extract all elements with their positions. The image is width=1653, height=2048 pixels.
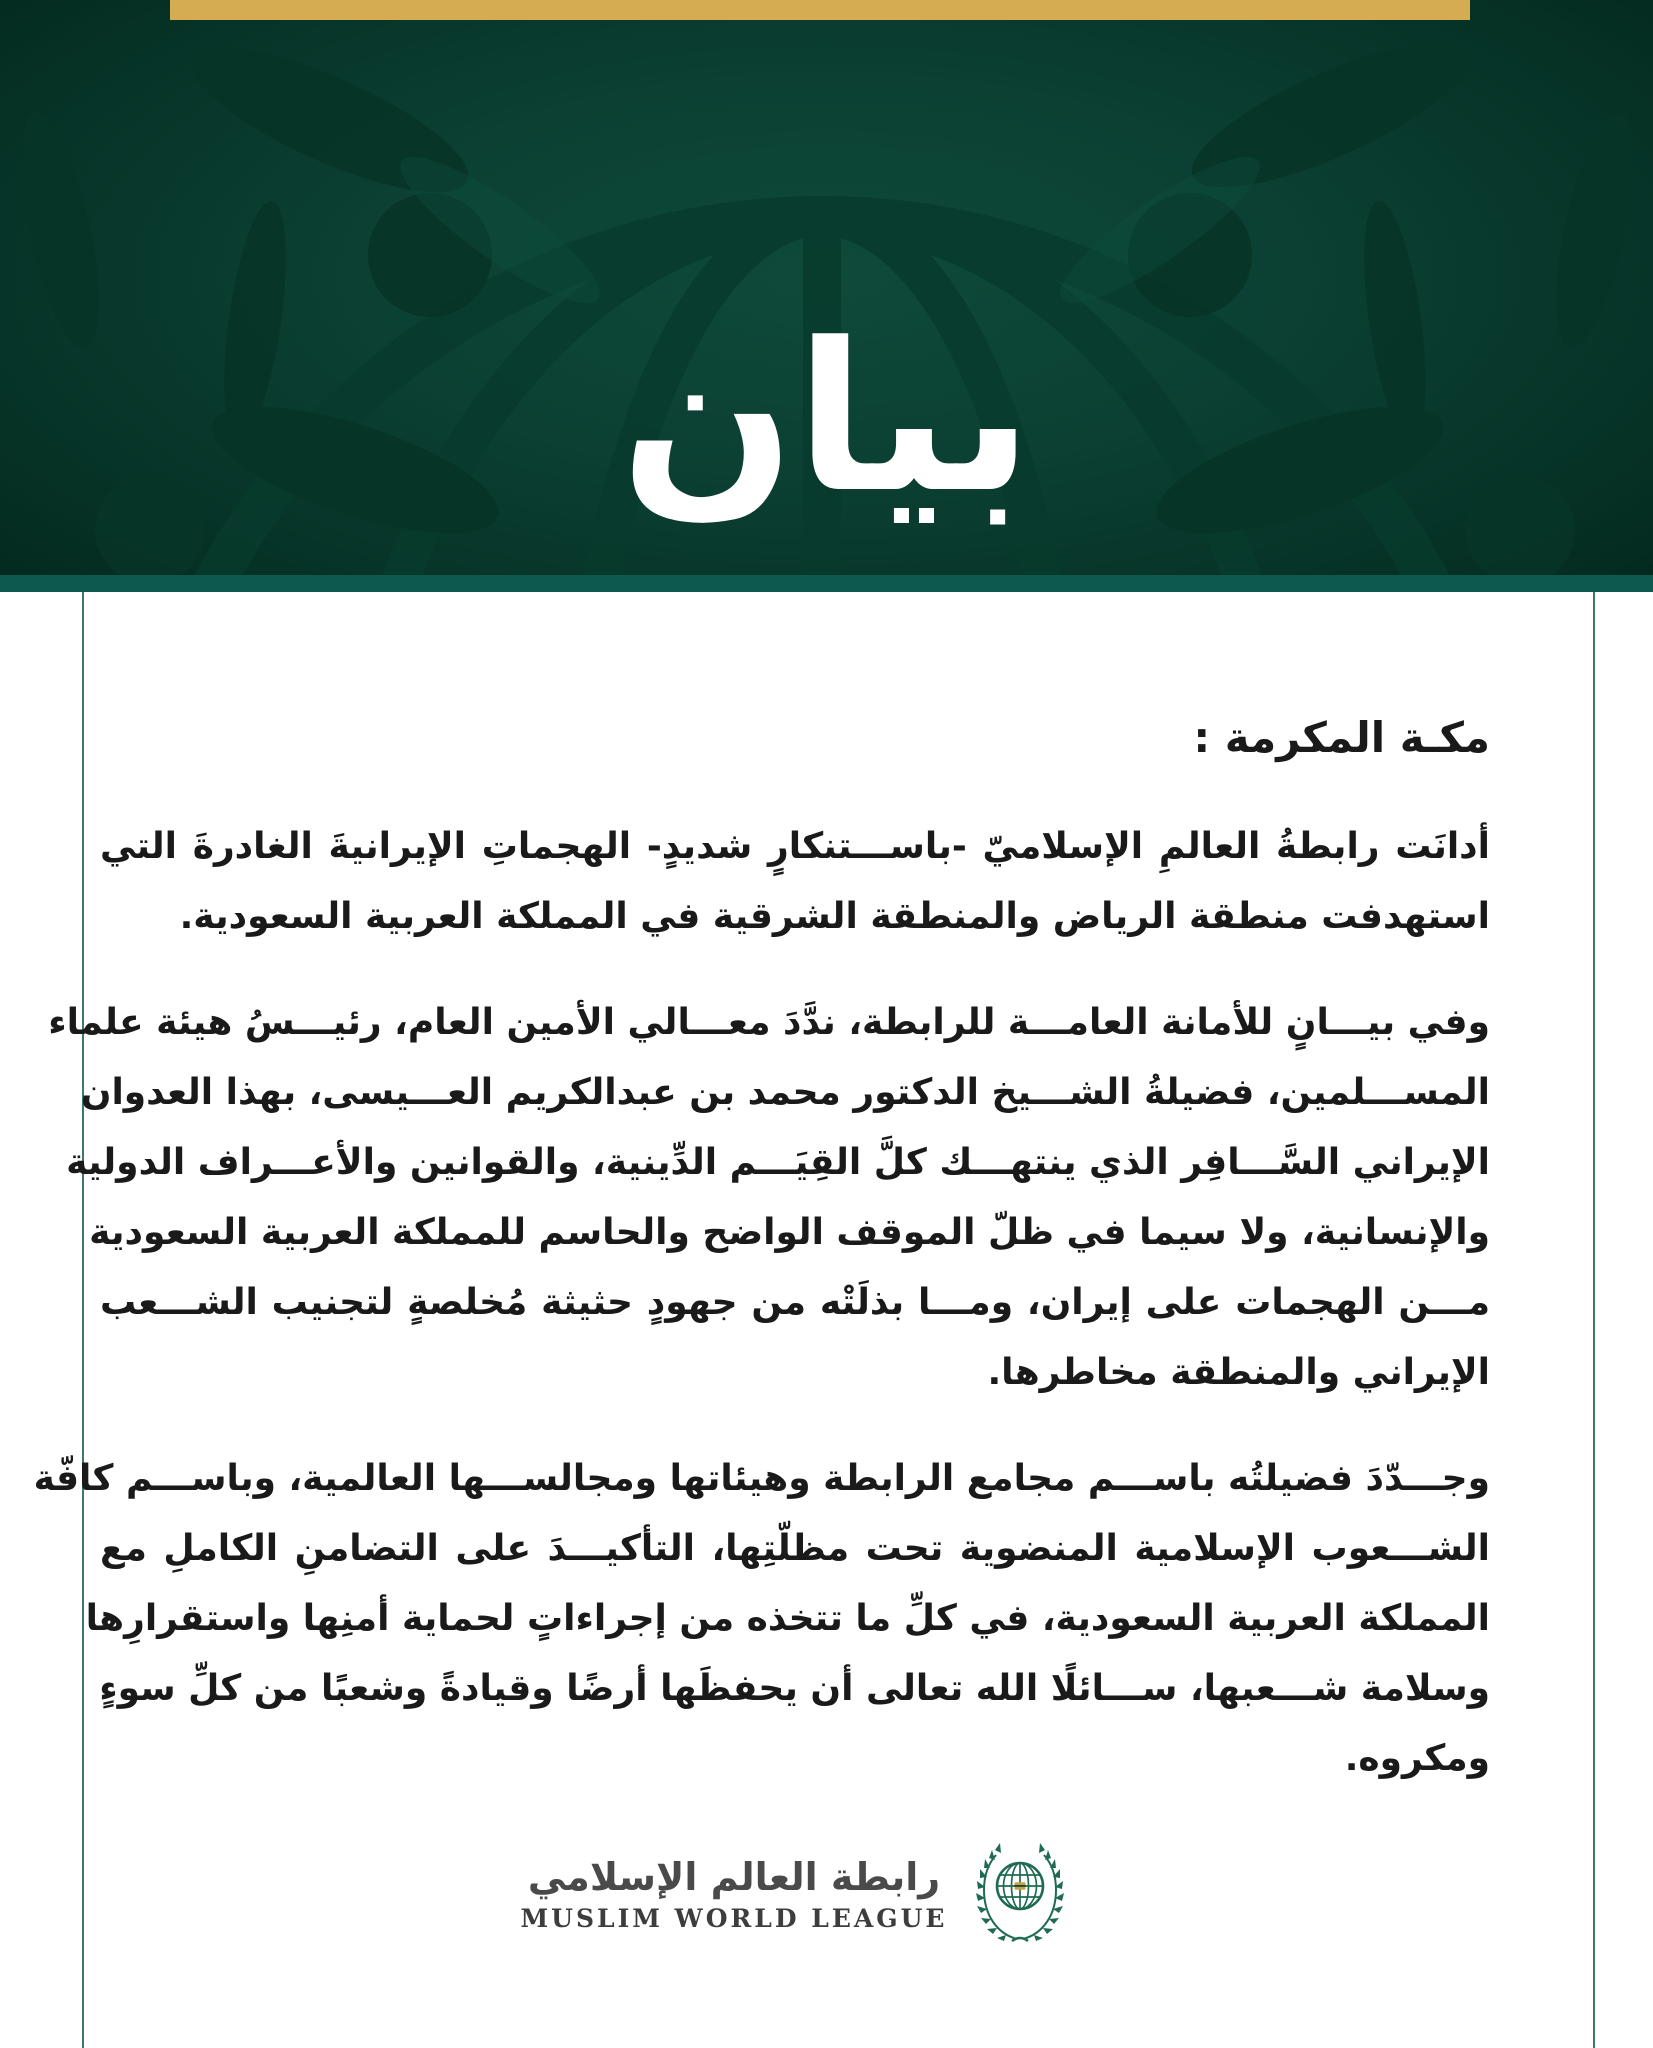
content-panel <box>33 592 1595 2048</box>
paragraph-line: استهدفت منطقة الرياض والمنطقة الشرقية في المملكة العربية السعودية. <box>179 896 1490 937</box>
paragraph-line: وسلامة شـــعبها، ســـائلًا الله تعالى أن يحفظَها أرضًا وقيادةً وشعبًا من كلِّ سوءٍ <box>99 1668 1490 1709</box>
paragraph-line: وفي بيـــانٍ للأمانة العامـــة للرابطة، ندَّدَ معـــالي الأمين العام، رئيـــسُ هيئة علماء <box>48 1002 1490 1043</box>
kaaba-icon <box>1014 1882 1025 1890</box>
dateline: مكـة المكرمة : <box>1193 713 1490 762</box>
article-body <box>33 812 1490 1794</box>
footer-logo <box>100 1842 1490 1946</box>
paragraph-line: الإيراني السَّـــافِر الذي ينتهـــك كلَّ القِيَـــم الدِّينية، والقوانين والأعـــراف الدولية <box>66 1142 1490 1183</box>
teal-divider-band <box>0 575 1653 592</box>
logo-arabic-calligraphy: رابطة العالم الإسلامي <box>527 1854 941 1899</box>
header-title-calligraphy: بيان <box>620 300 1033 538</box>
paragraph-line: المملكة العربية السعودية، في كلِّ ما تتخذه من إجراءاتٍ لحماية أمنِها واستقرارِها <box>85 1598 1490 1639</box>
paragraph-line: الإيراني والمنطقة مخاطرها. <box>987 1352 1490 1393</box>
paragraph <box>48 988 1490 1408</box>
paragraph-line: الشـــعوب الإسلامية المنضوية تحت مظلّتِها، التأكيـــدَ على التضامنِ الكاملِ مع <box>100 1528 1490 1569</box>
paragraph-line: المســـلمين، فضيلةُ الشـــيخ الدكتور محمد بن عبدالكريم العـــيسى، بهذا العدوان <box>80 1072 1490 1113</box>
paragraph-line: ومكروه. <box>1344 1738 1490 1779</box>
paragraph-line: وجـــدّدَ فضيلتُه باســـم مجامع الرابطة وهيئاتها ومجالســـها العالمية، وباســـم كافّة <box>33 1458 1490 1499</box>
logo-english-name: MUSLIM WORLD LEAGUE <box>520 1904 948 1934</box>
mwl-emblem-icon <box>970 1842 1070 1946</box>
paragraph-line: مـــن الهجمات على إيران، ومـــا بذلَتْه من جهودٍ حثيثة مُخلصةٍ لتجنيب الشـــعب <box>100 1282 1490 1323</box>
globe-icon <box>997 1863 1043 1909</box>
header <box>0 0 1653 575</box>
paragraph <box>33 1444 1490 1794</box>
paragraph-line: أدانَت رابطةُ العالمِ الإسلاميّ -باســـتنكارٍ شديدٍ- الهجماتِ الإيرانيةَ الغادرةَ التي <box>100 826 1490 867</box>
header-gold-bar <box>170 0 1470 20</box>
paragraph-line: والإنسانية، ولا سيما في ظلّ الموقف الواضح والحاسم للمملكة العربية السعودية <box>89 1212 1490 1253</box>
logo-text-block <box>520 1855 947 1934</box>
paragraph <box>100 812 1490 952</box>
